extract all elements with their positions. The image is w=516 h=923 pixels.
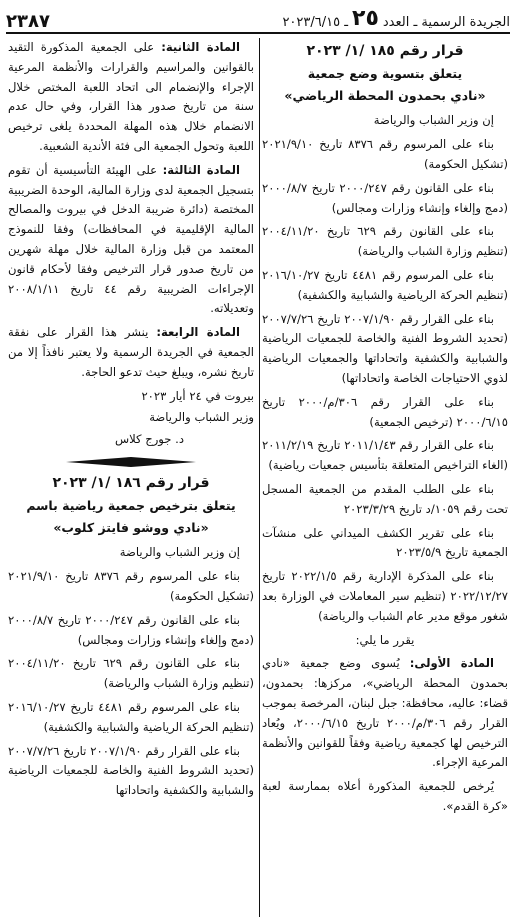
recital: بناء على القرار رقم ٣٠٦/م/٢٠٠٠ تاريخ ٢٠٠٠/٦/١٥ (ترخيص الجمعية) <box>262 394 508 429</box>
right-column <box>262 38 508 821</box>
left-column <box>8 38 254 805</box>
decision-186-title: قرار رقم ١٨٦ /١/ ٢٠٢٣ <box>52 474 210 491</box>
page-header <box>6 6 510 34</box>
recital: بناء على المذكرة الإدارية رقم ٢٠٢٢/١/٥ تاريخ ٢٠٢٢/١٢/٢٧ (تنظيم سير المعاملات في الوزارة بعد شغور موقع مدير عام الشباب والرياضة) <box>262 569 508 623</box>
issue-date: ـ ٢٠٢٣/٦/١٥ <box>282 15 349 30</box>
article-3 <box>8 161 254 319</box>
article-1-label: المادة الأولى: <box>409 656 494 671</box>
ornament-divider-icon <box>66 456 196 468</box>
decision-186-club: «نادي ووشو فايتز كلوب» <box>53 519 209 535</box>
issue-number: ٢٥ <box>352 6 379 31</box>
recital: بناء على المرسوم رقم ٨٣٧٦ تاريخ ٢٠٢١/٩/١٠ (تشكيل الحكومة) <box>8 569 254 603</box>
article-1-text: يُسوى وضع جمعية «نادي بحمدون المحطة الرياضي»، مركزها: بحمدون، قضاء: عاليه، محافظة: جبل لبنان، المرخصة بموجب القرار رقم ٣٠٦/م/٢٠٠٠ تاريخ ٢٠٠٠/٦/١٥، ويُعاد الترخيص لها كجمعية رياضية وفقاً للقوانين والأنظمة المرعية الإجراء. <box>262 656 508 770</box>
recital: بناء على تقرير الكشف الميداني على منشآت الجمعية تاريخ ٢٠٢٣/٥/٩ <box>262 525 508 560</box>
article-4-label: المادة الرابعة: <box>156 325 240 340</box>
minister-intro-2: إن وزير الشباب والرياضة <box>119 545 240 560</box>
recital: بناء على القرار رقم ٢٠١١/١/٤٣ تاريخ ٢٠١١/٢/١٩ (الغاء التراخيص المتعلقة بتأسيس جمعيات رياضية) <box>262 438 508 473</box>
recital: بناء على القانون رقم ٦٢٩ تاريخ ٢٠٠٤/١١/٢٠ (تنظيم وزارة الشباب والرياضة) <box>262 224 508 259</box>
article-2-text: على الجمعية المذكورة التقيد بالقوانين والمراسيم والقرارات والأنظمة المرعية الإجراء والإنضمام الى اتحاد اللعبة المختص خلال سنة من تاريخ صدور هذا القرار، وفي حال عدم الانضمام خلال هذه المهلة المحددة يلغى ترخيص اللعبة وتحول الجمعية الى فئة الأندية الشعبية. <box>8 40 254 153</box>
article-3-label: المادة الثالثة: <box>162 162 240 177</box>
article-3-text: على الهيئة التأسيسية أن تقوم بتسجيل الجمعية لدى وزارة المالية، الوحدة الضريبية المختصة (دائرة ضريبة الدخل في بيروت والمصالح المالية الإقليمية في المحافظات) وفقا للنموذج المعتمد من قبل وزارة المالية خلال مهلة شهرين من تاريخ صدور قرار الترخيص وفقا لأحكام قانون الإجراءات الضريبية رقم ٤٤ تاريخ ٢٠٠٨/١/١١ وتعديلاته. <box>8 162 254 316</box>
recital: بناء على الطلب المقدم من الجمعية المسجل تحت رقم ١٠٥٩/د تاريخ ٢٠٢٣/٣/٢٩ <box>262 481 508 516</box>
section-ornament <box>8 456 254 468</box>
recital: بناء على المرسوم رقم ٨٣٧٦ تاريخ ٢٠٢١/٩/١٠ (تشكيل الحكومة) <box>262 137 508 171</box>
decision-185-club: «نادي بحمدون المحطة الرياضي» <box>284 87 486 103</box>
article-2 <box>8 38 254 157</box>
article-4 <box>8 323 254 382</box>
signoff-date: بيروت في ٢٤ أيار ٢٠٢٣ <box>141 388 254 403</box>
journal-name: الجريدة الرسمية ـ العدد <box>382 15 510 30</box>
recital: بناء على القرار رقم ٢٠٠٧/١/٩٠ تاريخ ٢٠٠٧/٧/٢٦ (تحديد الشروط الفنية والخاصة للجمعيات الرياضية والشبابية والكشفية واتحاداتها <box>8 743 254 798</box>
signoff-name: د. جورج كلاس <box>114 432 184 447</box>
recital: بناء على القانون رقم ٢٠٠٠/٢٤٧ تاريخ ٢٠٠٠/٨/٧ (دمج وإلغاء وإنشاء وزارات ومجالس) <box>8 612 254 647</box>
minister-intro: إن وزير الشباب والرياضة <box>373 113 494 128</box>
article-4-text: ينشر هذا القرار على نفقة الجمعية في الجريدة الرسمية ولا يعتبر نافذاً إلا من تاريخ نشره، ويبلغ حيث تدعو الحاجة. <box>8 325 254 379</box>
decision-186-subject: يتعلق بترخيص جمعية رياضية باسم <box>26 497 236 513</box>
page-number: ٢٣٨٧ <box>6 11 50 32</box>
article-1-sport: يُرخص للجمعية المذكورة أعلاه بممارسة لعبة «كرة القدم». <box>262 779 508 813</box>
decision-185-title: قرار رقم ١٨٥ /١/ ٢٠٢٣ <box>306 43 464 59</box>
recital: بناء على القانون رقم ٦٢٩ تاريخ ٢٠٠٤/١١/٢٠ (تنظيم وزارة الشباب والرياضة) <box>8 656 254 691</box>
column-divider <box>259 38 260 917</box>
recital: بناء على القرار رقم ٢٠٠٧/١/٩٠ تاريخ ٢٠٠٧/٧/٢٦ (تحديد الشروط الفنية والخاصة للجمعيات الرياضية والشبابية والكشفية واتحاداتها والجمعيات الرياضية لذوي الاحتياجات الخاصة واتحاداتها) <box>262 311 508 385</box>
header-issue <box>282 8 510 32</box>
article-2-label: المادة الثانية: <box>161 40 240 54</box>
decides-heading: يقرر ما يلي: <box>355 632 415 647</box>
article-1 <box>262 654 508 773</box>
recital: بناء على القانون رقم ٢٠٠٠/٢٤٧ تاريخ ٢٠٠٠/٨/٧ (دمج وإلغاء وإنشاء وزارات ومجالس) <box>262 180 508 215</box>
decision-185-subject: يتعلق بتسوية وضع جمعية <box>307 65 463 81</box>
recital: بناء على المرسوم رقم ٤٤٨١ تاريخ ٢٠١٦/١٠/٢٧ (تنظيم الحركة الرياضية والشبابية والكشفية) <box>262 267 508 302</box>
recital: بناء على المرسوم رقم ٤٤٨١ تاريخ ٢٠١٦/١٠/٢٧ (تنظيم الحركة الرياضية والشبابية والكشفية) <box>8 699 254 734</box>
signoff-title: وزير الشباب والرياضة <box>149 410 254 425</box>
